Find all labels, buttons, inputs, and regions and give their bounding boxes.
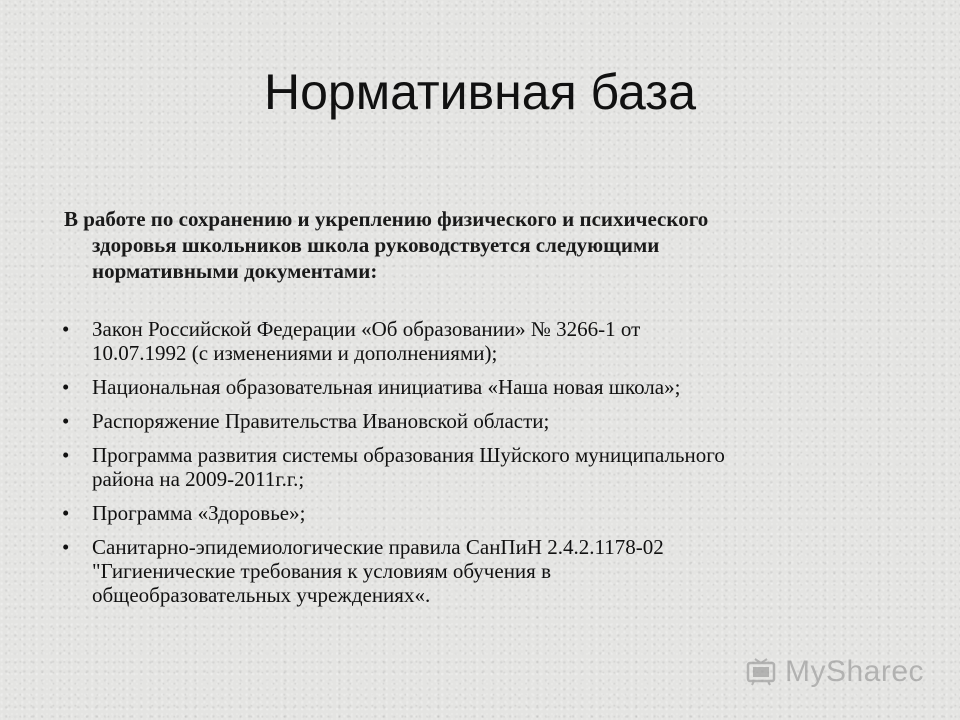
intro-paragraph bbox=[64, 206, 884, 284]
intro-line: здоровья школьников школа руководствуется следующими bbox=[92, 233, 660, 257]
list-item bbox=[62, 443, 882, 491]
list-item-line: Закон Российской Федерации «Об образовании» № 3266-1 от bbox=[92, 317, 641, 341]
list-item-line: 10.07.1992 (с изменениями и дополнениями); bbox=[92, 341, 498, 365]
watermark bbox=[745, 654, 924, 690]
list-item bbox=[62, 375, 882, 399]
intro-line: В работе по сохранению и укреплению физического и психического bbox=[64, 207, 709, 231]
list-item-line: Программа развития системы образования Шуйского муниципального bbox=[92, 443, 725, 467]
list-item-line: Программа «Здоровье»; bbox=[92, 501, 306, 525]
list-item-line: Национальная образовательная инициатива «Наша новая школа»; bbox=[92, 375, 681, 399]
list-item bbox=[62, 535, 882, 607]
bullet-marker: • bbox=[62, 501, 70, 525]
bullet-marker: • bbox=[62, 443, 70, 467]
bullet-marker: • bbox=[62, 317, 70, 341]
bullet-marker: • bbox=[62, 535, 70, 559]
list-item-line: "Гигиенические требования к условиям обучения в bbox=[92, 559, 551, 583]
list-item-line: Санитарно-эпидемиологические правила СанПиН 2.4.2.1178-02 bbox=[92, 535, 664, 559]
list-item-line: общеобразовательных учреждениях«. bbox=[92, 583, 431, 607]
list-item-line: Распоряжение Правительства Ивановской области; bbox=[92, 409, 550, 433]
bullet-marker: • bbox=[62, 375, 70, 399]
watermark-text: MySharec bbox=[784, 655, 924, 688]
slide-title: Нормативная база bbox=[263, 64, 697, 120]
intro-line: нормативными документами: bbox=[92, 259, 378, 283]
list-item bbox=[62, 409, 882, 433]
mysharec-logo-icon bbox=[745, 657, 779, 687]
list-item bbox=[62, 317, 882, 365]
list-item bbox=[62, 501, 882, 525]
documents-list bbox=[62, 317, 882, 617]
list-item-line: района на 2009-2011г.г.; bbox=[92, 467, 305, 491]
bullet-marker: • bbox=[62, 409, 70, 433]
